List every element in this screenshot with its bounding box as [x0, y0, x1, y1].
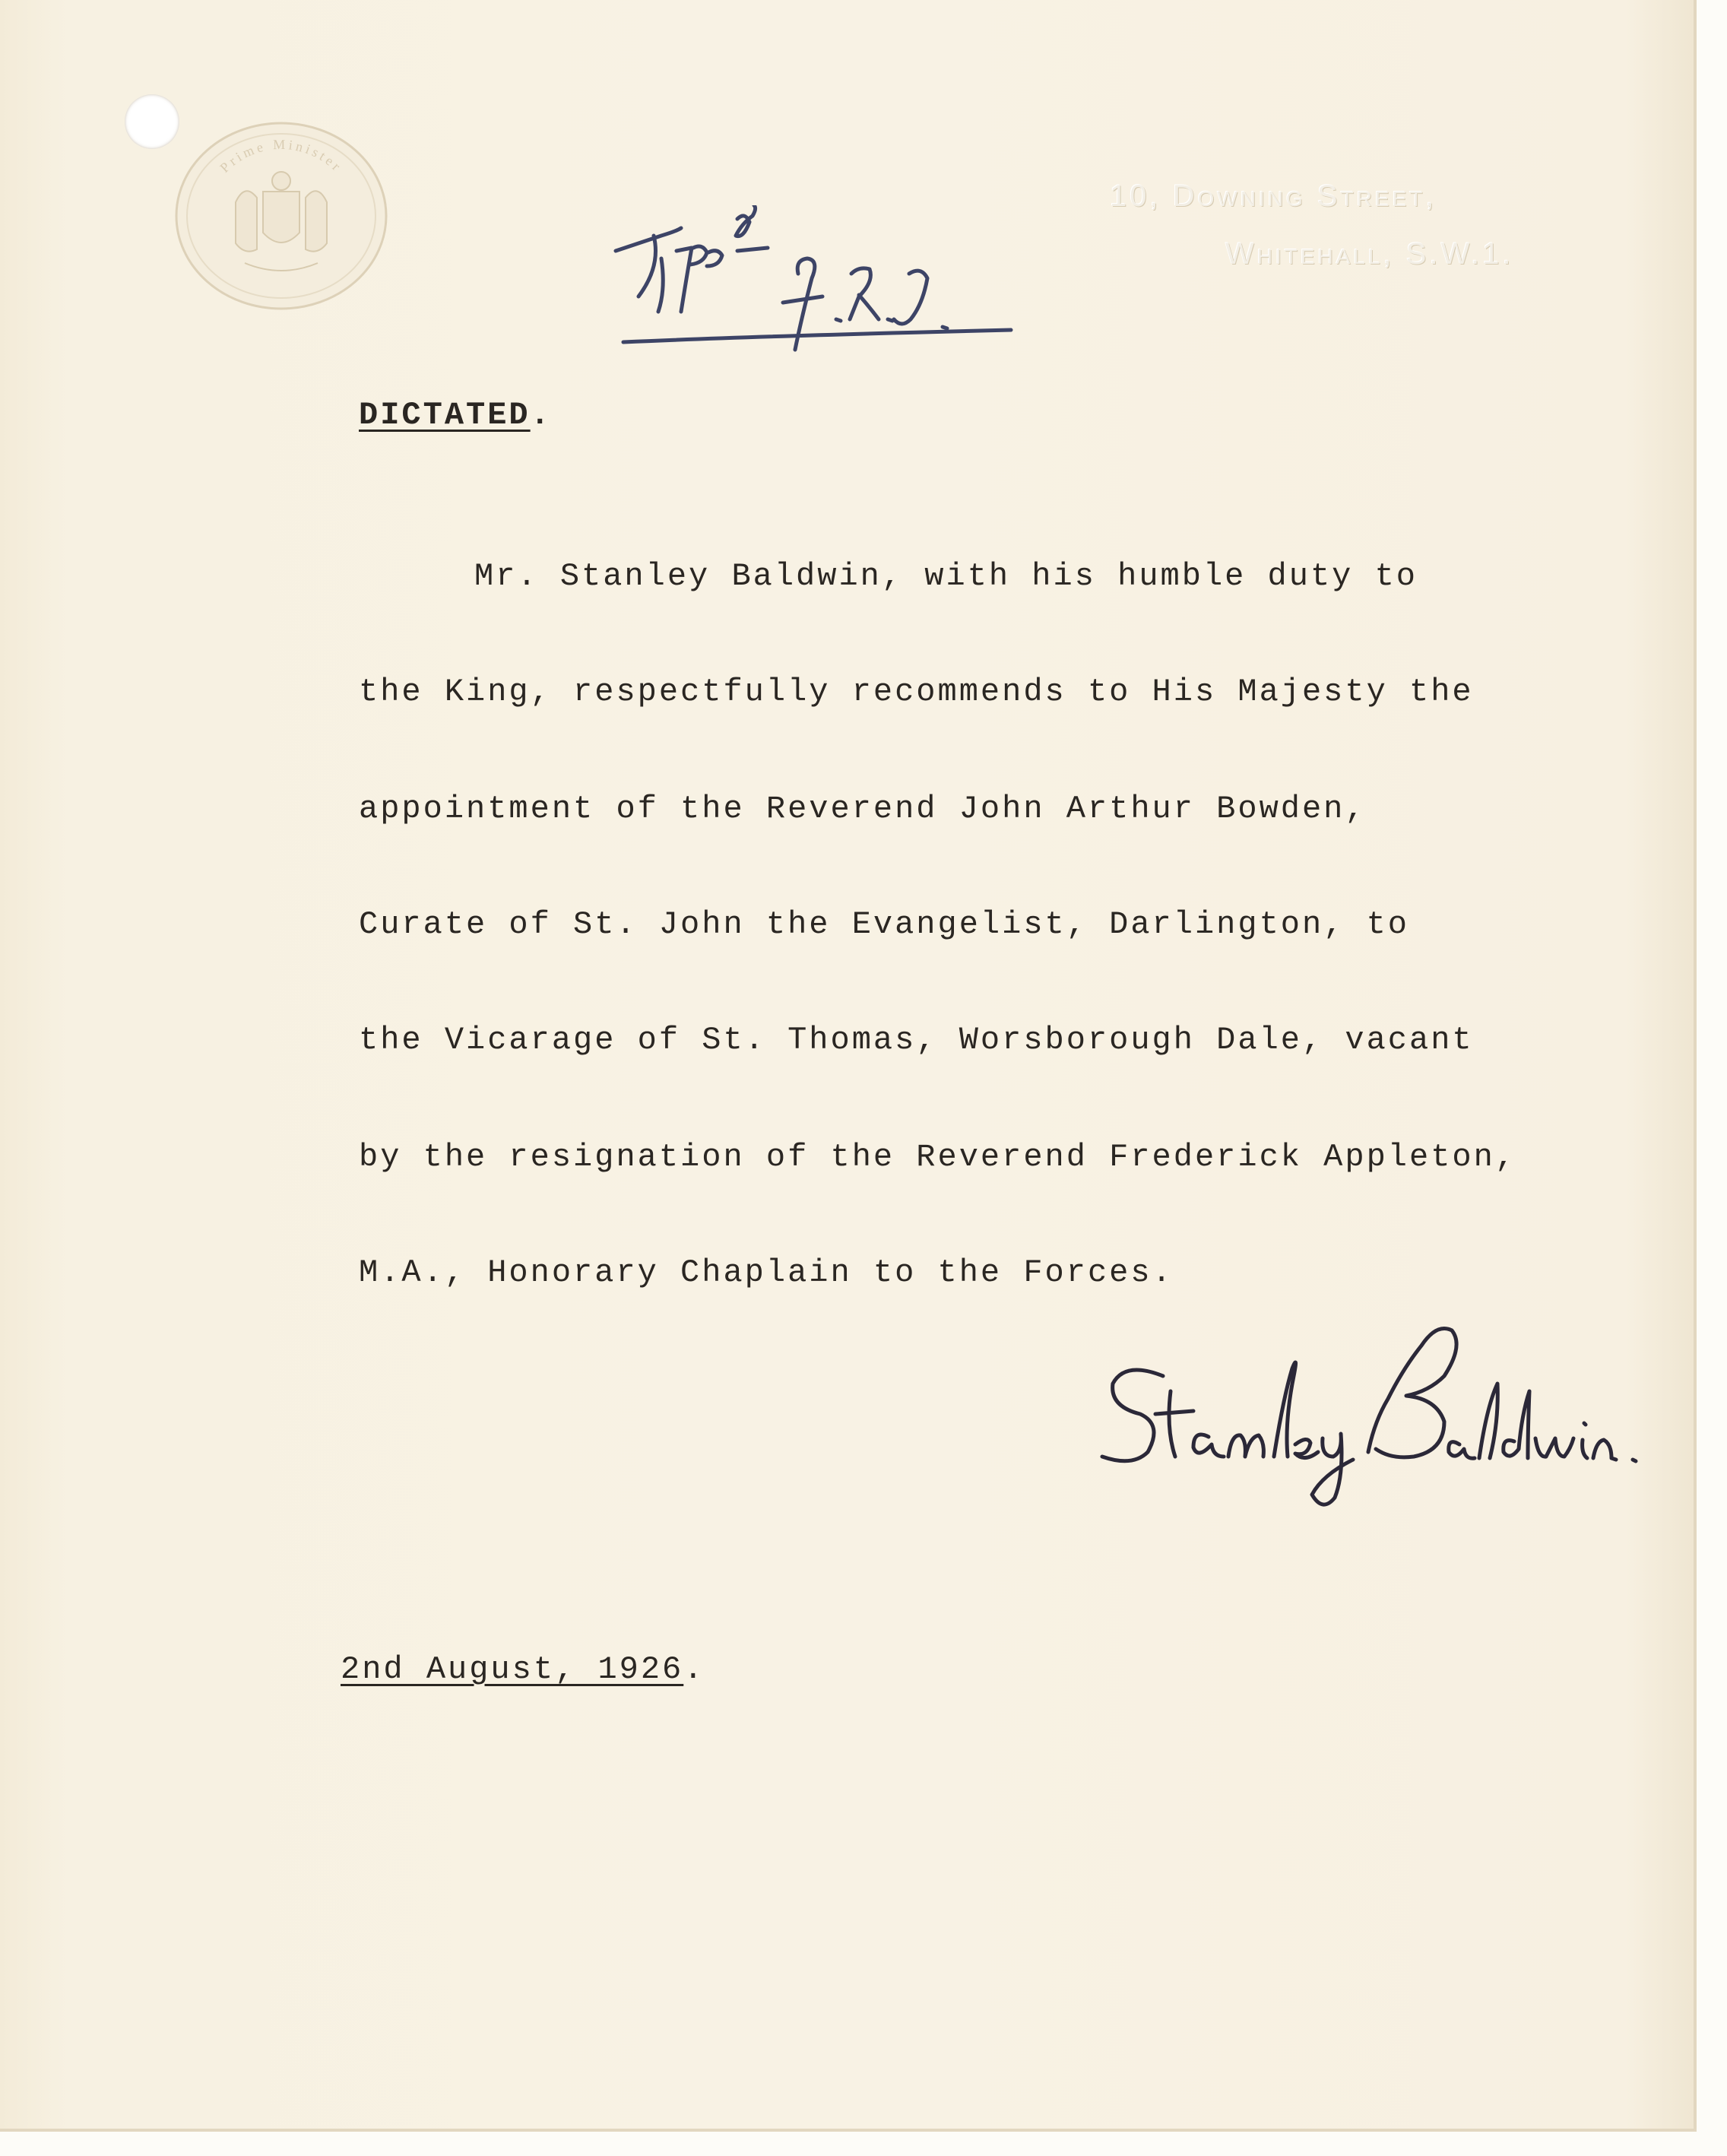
- prime-minister-seal: [172, 119, 391, 313]
- body-line-6: by the resignation of the Reverend Frederick Appleton,: [359, 1139, 1517, 1175]
- body-line-4: Curate of St. John the Evangelist, Darlington, to: [359, 906, 1410, 943]
- body-line-1: Mr. Stanley Baldwin, with his humble duty to: [474, 558, 1418, 594]
- dictated-label: DICTATED: [359, 397, 531, 433]
- seal-text: Prime Minister: [217, 136, 346, 176]
- royal-approval-handwriting: [608, 205, 1079, 373]
- date-period: .: [683, 1651, 705, 1688]
- letterhead-address-line1: 10, Downing Street,: [1110, 179, 1437, 213]
- body-line-5: the Vicarage of St. Thomas, Worsborough Dale, vacant: [359, 1022, 1474, 1058]
- letter-date: [341, 1651, 705, 1688]
- letterhead-address-line2: Whitehall, S.W.1.: [1225, 237, 1514, 271]
- body-line-7: M.A., Honorary Chaplain to the Forces.: [359, 1254, 1174, 1291]
- date-text: 2nd August, 1926: [341, 1651, 684, 1688]
- body-line-3: appointment of the Reverend John Arthur Bowden,: [359, 791, 1367, 827]
- signature-stanley-baldwin: [1079, 1308, 1657, 1520]
- body-line-2: the King, respectfully recommends to His Majesty the: [359, 674, 1474, 710]
- dictated-heading: [359, 397, 552, 433]
- dictated-period: .: [530, 397, 552, 433]
